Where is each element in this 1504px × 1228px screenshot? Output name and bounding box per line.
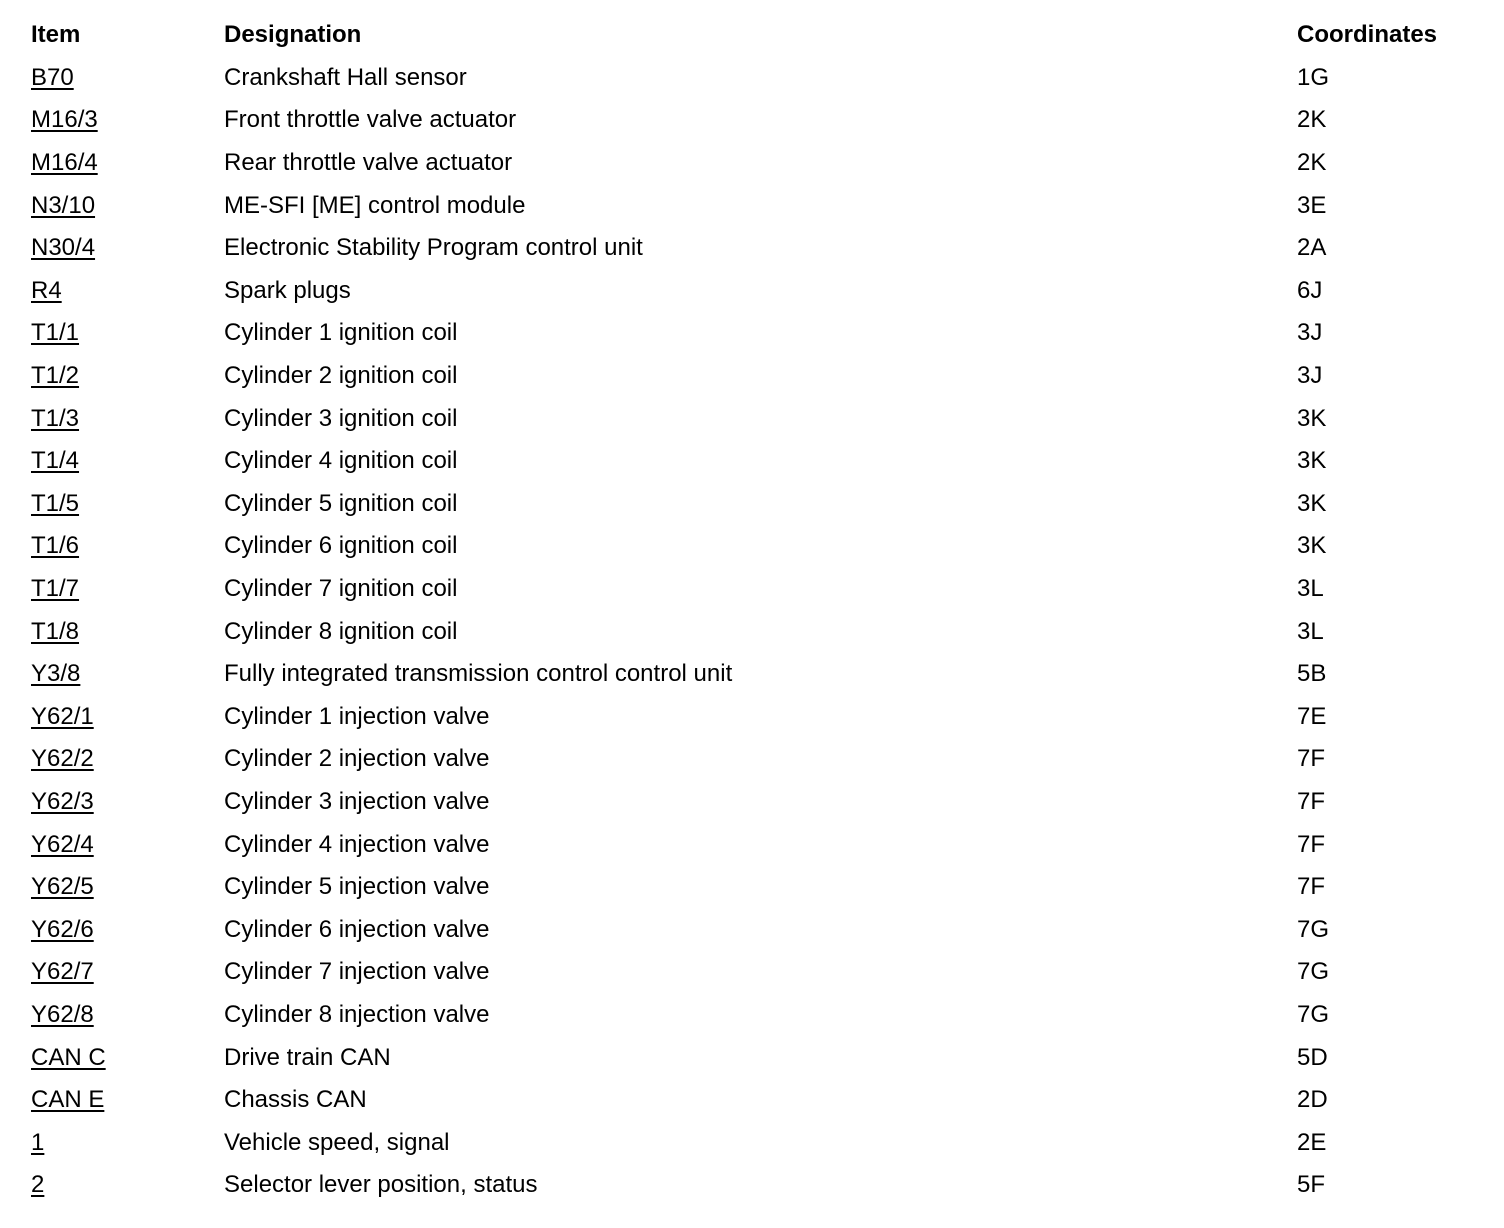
- item-link[interactable]: T1/3: [31, 404, 80, 432]
- item-cell: [31, 787, 224, 815]
- designation-cell: Chassis CAN: [224, 1086, 367, 1114]
- coordinates-cell: 3J: [1297, 362, 1323, 390]
- designation-cell: Cylinder 7 injection valve: [224, 958, 490, 986]
- table-row: [31, 823, 1491, 866]
- item-cell: [31, 1043, 224, 1071]
- item-link[interactable]: T1/1: [31, 319, 80, 347]
- designation-cell: Cylinder 6 ignition coil: [224, 532, 458, 560]
- item-link[interactable]: Y62/3: [31, 787, 94, 815]
- item-cell: [31, 747, 224, 771]
- table-row: [31, 184, 1491, 227]
- designation-cell: Cylinder 5 injection valve: [224, 873, 490, 901]
- designation-cell: Cylinder 4 ignition coil: [224, 447, 458, 475]
- item-link[interactable]: Y62/8: [31, 1000, 94, 1028]
- coordinates-cell: 7G: [1297, 958, 1330, 986]
- coordinates-cell: 7F: [1297, 873, 1326, 901]
- table-row: [31, 312, 1491, 355]
- item-cell: [31, 108, 224, 132]
- item-link[interactable]: T1/7: [31, 575, 80, 603]
- designation-cell: Rear throttle valve actuator: [224, 149, 513, 177]
- item-cell: [31, 915, 224, 943]
- table-row: [31, 908, 1491, 951]
- coordinates-cell: 2D: [1297, 1086, 1328, 1114]
- designation-cell: Cylinder 6 injection valve: [224, 915, 490, 943]
- table-body: [31, 57, 1491, 1207]
- coordinates-cell: 7F: [1297, 745, 1326, 773]
- coordinates-cell: 6J: [1297, 276, 1323, 304]
- table-row: [31, 525, 1491, 568]
- item-link[interactable]: Y62/4: [31, 830, 94, 858]
- designation-cell: Cylinder 3 ignition coil: [224, 404, 458, 432]
- designation-cell: Electronic Stability Program control unit: [224, 234, 643, 262]
- coordinates-cell: 7G: [1297, 915, 1330, 943]
- item-cell: [31, 1128, 224, 1156]
- item-cell: [31, 830, 224, 858]
- component-legend-table: [31, 14, 1491, 1207]
- item-cell: [31, 960, 224, 984]
- table-row: [31, 1036, 1491, 1079]
- item-link[interactable]: Y3/8: [31, 660, 81, 688]
- coordinates-cell: 3K: [1297, 532, 1327, 560]
- item-cell: [31, 191, 224, 219]
- item-cell: [31, 1088, 224, 1112]
- coordinates-cell: 3E: [1297, 191, 1327, 219]
- designation-cell: Front throttle valve actuator: [224, 106, 517, 134]
- table-row: [31, 1079, 1491, 1122]
- table-row: [31, 994, 1491, 1037]
- coordinates-cell: 3L: [1297, 575, 1324, 603]
- item-cell: [31, 404, 224, 432]
- designation-cell: Vehicle speed, signal: [224, 1128, 450, 1156]
- item-link[interactable]: Y62/1: [31, 702, 94, 730]
- table-row: [31, 142, 1491, 185]
- coordinates-cell: 2A: [1297, 234, 1327, 262]
- item-link[interactable]: Y62/2: [31, 745, 94, 773]
- item-link[interactable]: 2: [31, 1171, 45, 1199]
- coordinates-cell: 7F: [1297, 830, 1326, 858]
- designation-cell: Selector lever position, status: [224, 1171, 538, 1199]
- item-link[interactable]: T1/5: [31, 489, 80, 517]
- item-link[interactable]: Y62/6: [31, 915, 94, 943]
- table-row: [31, 781, 1491, 824]
- designation-cell: Cylinder 8 injection valve: [224, 1000, 490, 1028]
- item-cell: [31, 534, 224, 558]
- item-cell: [31, 577, 224, 601]
- designation-cell: Cylinder 8 ignition coil: [224, 617, 458, 645]
- table-row: [31, 866, 1491, 909]
- table-row: [31, 738, 1491, 781]
- coordinates-cell: 7G: [1297, 1000, 1330, 1028]
- item-cell: [31, 276, 224, 304]
- item-link[interactable]: Y62/5: [31, 873, 94, 901]
- coordinates-cell: 2K: [1297, 149, 1327, 177]
- item-cell: [31, 236, 224, 260]
- table-row: [31, 397, 1491, 440]
- table-row: [31, 440, 1491, 483]
- designation-cell: Crankshaft Hall sensor: [224, 63, 467, 91]
- item-cell: [31, 151, 224, 175]
- coordinates-cell: 2K: [1297, 106, 1327, 134]
- coordinates-cell: 5B: [1297, 660, 1327, 688]
- table-row: [31, 99, 1491, 142]
- coordinates-cell: 3J: [1297, 319, 1323, 347]
- item-cell: [31, 321, 224, 345]
- table-row: [31, 483, 1491, 526]
- table-row: [31, 951, 1491, 994]
- item-link[interactable]: M16/3: [31, 106, 98, 134]
- item-cell: [31, 875, 224, 899]
- coordinates-cell: 7F: [1297, 787, 1326, 815]
- designation-cell: Cylinder 2 ignition coil: [224, 362, 458, 390]
- item-link[interactable]: M16/4: [31, 149, 98, 177]
- designation-cell: Cylinder 4 injection valve: [224, 830, 490, 858]
- designation-cell: ME-SFI [ME] control module: [224, 191, 526, 219]
- table-row: [31, 1121, 1491, 1164]
- item-link[interactable]: T1/4: [31, 447, 80, 475]
- designation-cell: Cylinder 1 injection valve: [224, 702, 490, 730]
- item-link[interactable]: T1/2: [31, 362, 80, 390]
- item-cell: [31, 617, 224, 645]
- item-link[interactable]: CAN C: [31, 1043, 106, 1071]
- designation-cell: Cylinder 3 injection valve: [224, 787, 490, 815]
- item-link[interactable]: CAN E: [31, 1086, 105, 1114]
- coordinates-cell: 5F: [1297, 1171, 1326, 1199]
- coordinates-cell: 5D: [1297, 1043, 1328, 1071]
- table-row: [31, 568, 1491, 611]
- table-row: [31, 1164, 1491, 1207]
- designation-column-header: Designation: [224, 21, 362, 49]
- table-row: [31, 696, 1491, 739]
- item-link[interactable]: N3/10: [31, 191, 96, 219]
- table-row: [31, 227, 1491, 270]
- item-link[interactable]: 1: [31, 1128, 45, 1156]
- item-cell: [31, 449, 224, 473]
- item-link[interactable]: N30/4: [31, 234, 96, 262]
- table-header-row: [31, 14, 1491, 57]
- coordinates-cell: 3L: [1297, 617, 1324, 645]
- designation-cell: Cylinder 2 injection valve: [224, 745, 490, 773]
- table-row: [31, 355, 1491, 398]
- item-cell: [31, 63, 224, 91]
- coordinates-cell: 2E: [1297, 1128, 1327, 1156]
- item-cell: [31, 364, 224, 388]
- designation-cell: Drive train CAN: [224, 1043, 391, 1071]
- item-cell: [31, 1173, 224, 1197]
- coordinates-cell: 1G: [1297, 63, 1330, 91]
- coordinates-cell: 7E: [1297, 702, 1327, 730]
- item-cell: [31, 1000, 224, 1028]
- coordinates-cell: 3K: [1297, 489, 1327, 517]
- item-link[interactable]: R4: [31, 276, 62, 304]
- item-link[interactable]: T1/8: [31, 617, 80, 645]
- coordinates-cell: 3K: [1297, 447, 1327, 475]
- designation-cell: Cylinder 1 ignition coil: [224, 319, 458, 347]
- table-row: [31, 610, 1491, 653]
- table-row: [31, 270, 1491, 313]
- item-link[interactable]: B70: [31, 63, 74, 91]
- table-row: [31, 57, 1491, 100]
- table-row: [31, 653, 1491, 696]
- item-cell: [31, 662, 224, 686]
- item-column-header: Item: [31, 21, 81, 49]
- item-link[interactable]: T1/6: [31, 532, 80, 560]
- coordinates-column-header: Coordinates: [1297, 21, 1438, 49]
- designation-cell: Fully integrated transmission control control unit: [224, 660, 733, 688]
- designation-cell: Spark plugs: [224, 276, 351, 304]
- designation-cell: Cylinder 7 ignition coil: [224, 575, 458, 603]
- designation-cell: Cylinder 5 ignition coil: [224, 489, 458, 517]
- item-cell: [31, 489, 224, 517]
- item-link[interactable]: Y62/7: [31, 958, 94, 986]
- item-cell: [31, 702, 224, 730]
- coordinates-cell: 3K: [1297, 404, 1327, 432]
